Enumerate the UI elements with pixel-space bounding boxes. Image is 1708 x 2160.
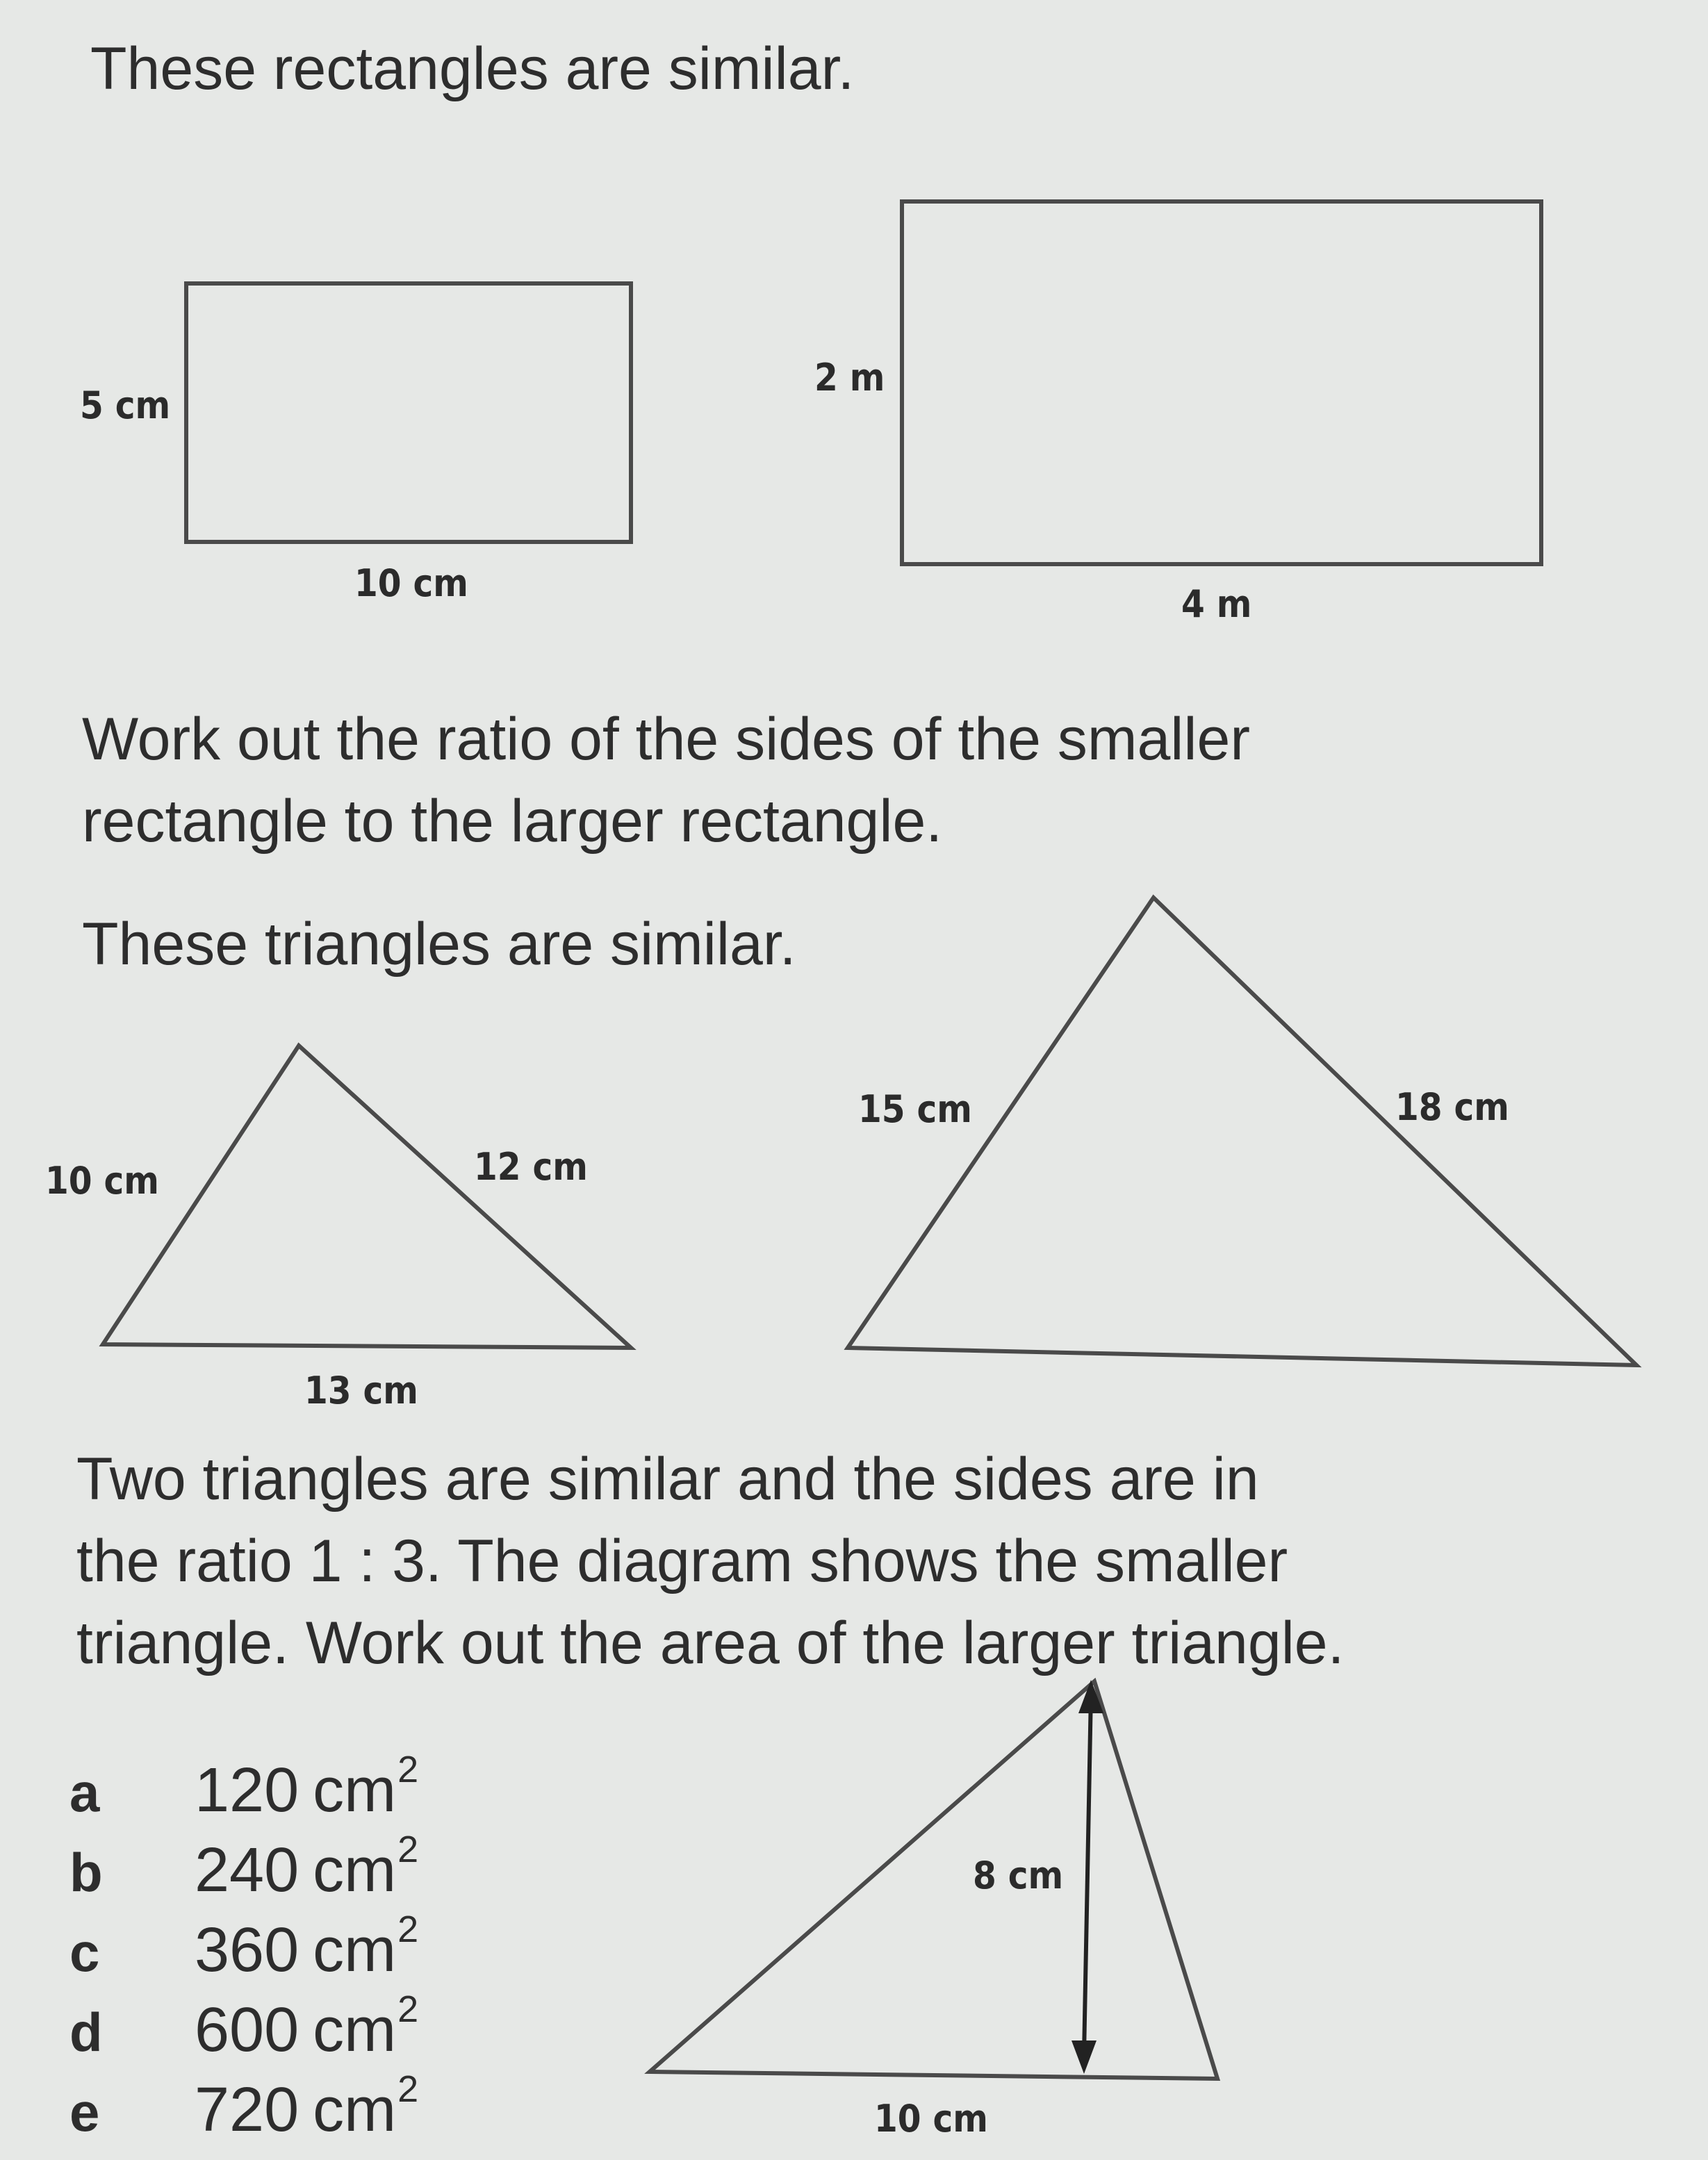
option-letter: a	[69, 1762, 100, 1823]
option-value: 240	[195, 1836, 299, 1905]
option-exponent: 2	[397, 2068, 419, 2110]
small-rect-width-label: 10 cm	[354, 561, 468, 605]
small-triangle-right-label: 12 cm	[474, 1145, 588, 1189]
small-triangle-base-label: 13 cm	[304, 1369, 418, 1412]
q2-intro: These triangles are similar.	[82, 911, 796, 978]
q3-prompt: Two triangles are similar and the sides are in the ratio 1 : 3. The diagram shows the smaller triangle. Work out the area of the larger triangle.	[76, 1446, 1345, 1676]
small-rect-height-label: 5 cm	[80, 384, 171, 427]
option-letter: e	[69, 2081, 100, 2143]
option-letter: c	[69, 1922, 100, 1983]
option-value: 360	[195, 1915, 299, 1985]
q1-prompt: Work out the ratio of the sides of the smaller rectangle to the larger rectangle.	[82, 706, 1250, 855]
option-unit: cm	[313, 1995, 397, 2065]
option-letter: d	[69, 2002, 103, 2063]
height-line	[1084, 1694, 1091, 2055]
option-unit: cm	[313, 1756, 397, 1825]
large-rect-width-label: 4 m	[1181, 582, 1252, 626]
option-unit: cm	[313, 2075, 397, 2145]
option-letter: b	[69, 1842, 103, 1903]
option-exponent: 2	[397, 1908, 419, 1950]
q3-base-label: 10 cm	[874, 2097, 988, 2141]
large-triangle-left-label: 15 cm	[858, 1087, 972, 1131]
option-exponent: 2	[397, 1829, 419, 1870]
small-triangle-left-label: 10 cm	[45, 1159, 159, 1203]
large-triangle-right-label: 18 cm	[1395, 1085, 1509, 1129]
option-unit: cm	[313, 1836, 397, 1905]
option-value: 600	[195, 1995, 299, 2065]
q3-height-label: 8 cm	[973, 1854, 1064, 1897]
large-rect-height-label: 2 m	[814, 356, 885, 399]
option-exponent: 2	[397, 1988, 419, 2030]
arrow-down-icon	[1071, 2041, 1097, 2074]
option-value: 120	[195, 1756, 299, 1825]
q1-intro: These rectangles are similar.	[90, 35, 855, 102]
option-unit: cm	[313, 1915, 397, 1985]
option-exponent: 2	[397, 1749, 419, 1790]
option-value: 720	[195, 2075, 299, 2145]
q3-triangle	[650, 1681, 1217, 2079]
